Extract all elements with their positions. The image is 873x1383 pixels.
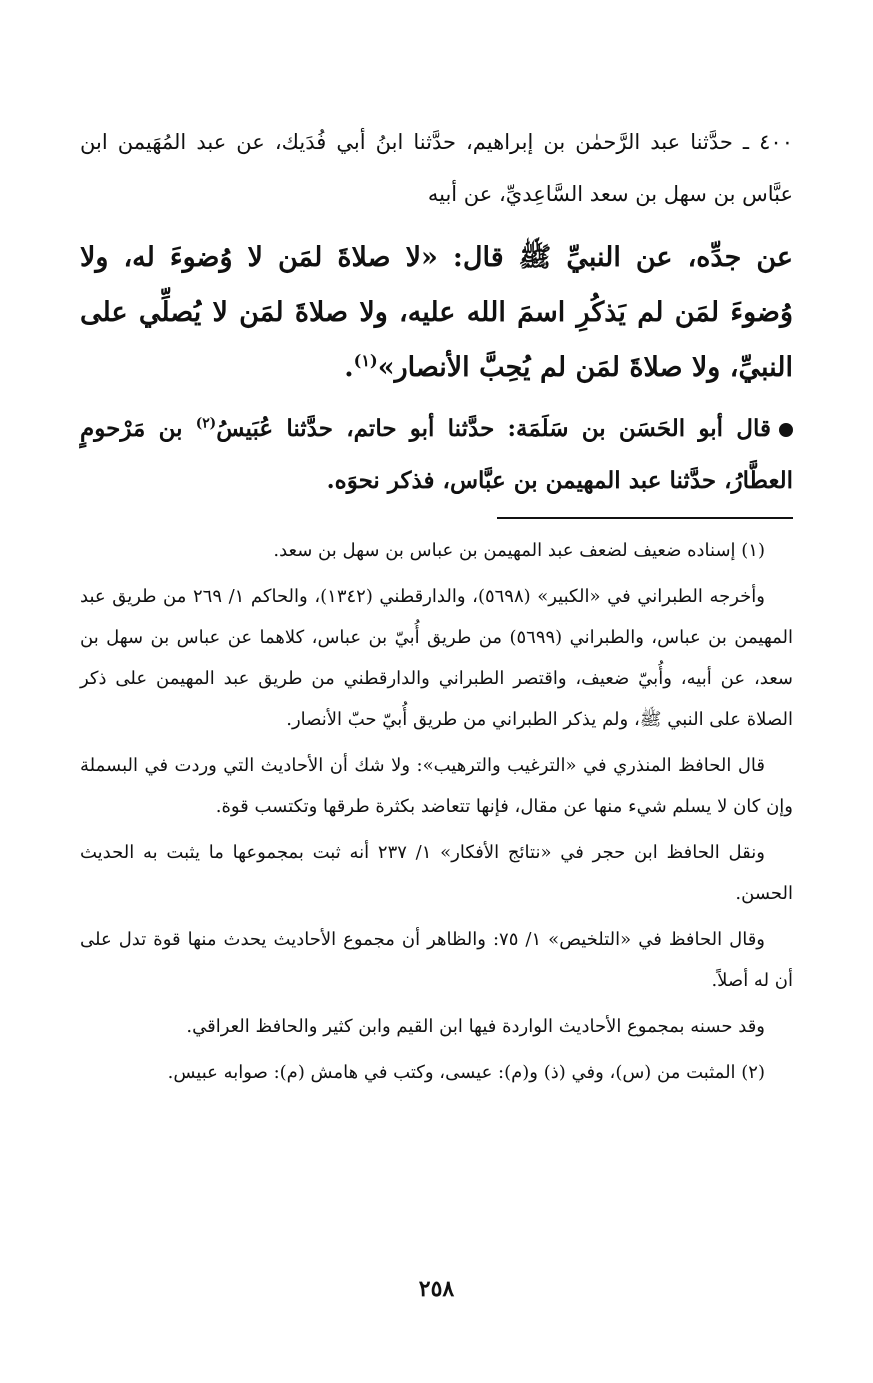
footnote-ref-1: (١) [353, 351, 378, 370]
footnote-1-mundhiri: قال الحافظ المنذري في «الترغيب والترهيب»: ولا شك أن الأحاديث التي وردت في البسملة وإن كان لا يسلم شيء منها عن مقال، فإنها تتعاضد بكثرة طرقها وتكتسب قوة. [80, 755, 793, 817]
matn-text: عن جدِّه، عن النبيِّ ﷺ قال: «لا صلاةَ لمَن لا وُضوءَ له، ولا وُضوءَ لمَن لم يَذكُرِ اسمَ الله عليه، ولا صلاةَ لمَن لا يُصلِّي على النبيِّ، ولا صلاةَ لمَن لم يُحِبَّ الأنصار» [80, 242, 793, 383]
extra-text-a: قال أبو الحَسَن بن سَلَمَة: حدَّثنا أبو حاتم، حدَّثنا عُبَيسُ [216, 415, 771, 442]
hadith-additional-chain [80, 403, 793, 507]
footnote-1-talkhis: وقال الحافظ في «التلخيص» ١/ ٧٥: والظاهر أن مجموع الأحاديث يحدث منها قوة تدل على أن له أصلاً. [80, 929, 793, 991]
isnad-text: ٤٠٠ ـ حدَّثنا عبد الرَّحمٰن بن إبراهيم، حدَّثنا ابنُ أبي فُدَيك، عن عبد المُهَيمن ابن عبَّاس بن سهل بن سعد السَّاعِديِّ، عن أبيه [80, 130, 793, 206]
footnote-1-intro: (١) إسناده ضعيف لضعف عبد المهيمن بن عباس بن سهل بن سعد. [273, 540, 765, 561]
extra-text-b: بن مَرْحومٍ العطَّارُ، حدَّثنا عبد المهيمن بن عبَّاس، فذكر نحوَه. [80, 415, 793, 494]
footnote-divider [497, 517, 793, 519]
footnote-1-tahsin: وقد حسنه بمجموع الأحاديث الواردة فيها ابن القيم وابن كثير والحافظ العراقي. [186, 1016, 765, 1037]
page-number: ٢٥٨ [418, 1276, 455, 1302]
footnote-1-ibn-hajar: ونقل الحافظ ابن حجر في «نتائج الأفكار» ١/ ٢٣٧ أنه ثبت بمجموعها ما يثبت به الحديث الحسن. [80, 842, 793, 904]
bullet-icon [779, 423, 793, 437]
hadith-isnad [80, 116, 793, 220]
footnotes [80, 530, 793, 1098]
hadith-matn [80, 230, 793, 395]
footnote-ref-2: (٢) [195, 415, 217, 432]
footnote-1-sources: وأخرجه الطبراني في «الكبير» (٥٦٩٨)، والدارقطني (١٣٤٢)، والحاكم ١/ ٢٦٩ من طريق عبد المهيمن بن عباس، والطبراني (٥٦٩٩) من طريق أُبيّ بن عباس، كلاهما عن عباس بن سهل بن سعد، عن أبيه، وأُبيّ ضعيف، واقتصر الطبراني والدارقطني من طريق عبد المهيمن على ذكر الصلاة على النبي ﷺ، ولم يذكر الطبراني من طريق أُبيّ حبّ الأنصار. [80, 586, 794, 730]
matn-end: . [344, 352, 354, 383]
footnote-2: (٢) المثبت من (س)، وفي (ذ) و(م): عيسى، وكتب في هامش (م): صوابه عبيس. [167, 1062, 765, 1083]
